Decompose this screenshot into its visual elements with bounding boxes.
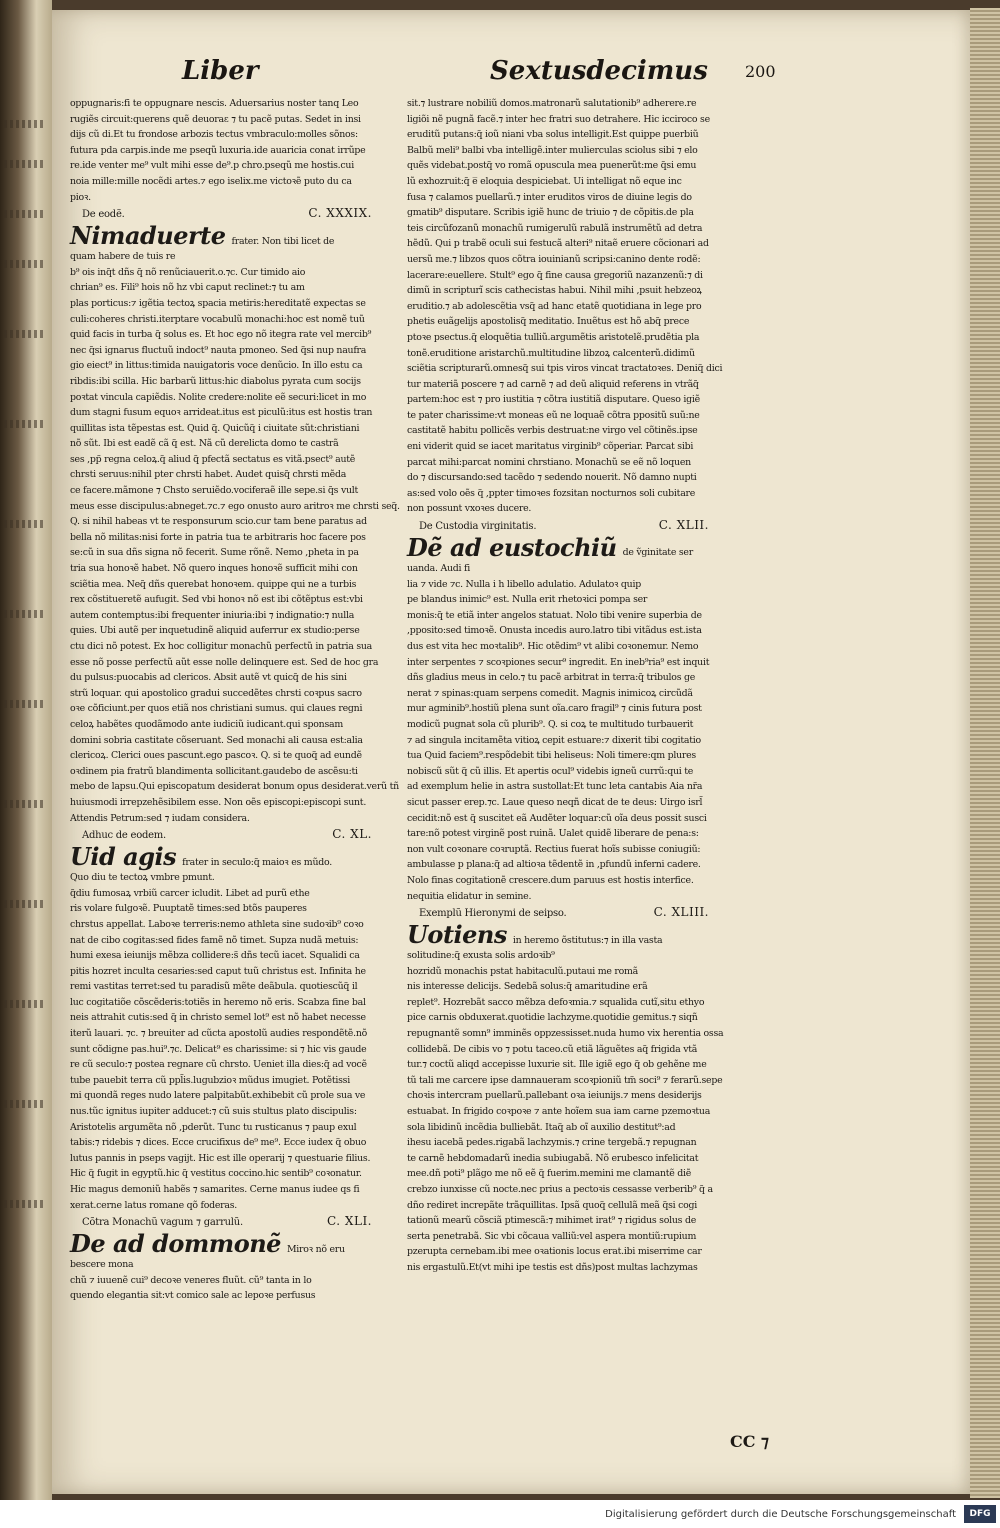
text-line: non possunt vxoꝛes ducere. bbox=[407, 503, 532, 515]
facing-page-edge bbox=[0, 0, 52, 1500]
text-line: futura pda carpis.inde me pseqũ luxuria.ide auaricia conat irrũpe bbox=[70, 144, 366, 156]
text-line: modicũ pugnat sola cũ plurib⁹. Q. si coꝝ te multitudo turbauerit bbox=[407, 718, 694, 730]
text-line: solitudine:q̃ exusta solis ardoꝛib⁹ bbox=[407, 950, 555, 962]
text-line: oꝛdinem pia fratrũ blandimenta sollicitant.gaudebo de ascẽsu:ti bbox=[70, 765, 358, 777]
text-line: dum stagni fusum equoꝛ arrideat.itus est piculũ:itus est hostis tran bbox=[70, 407, 373, 419]
text-line: nat de cibo cogitas:sed fides famẽ nõ timet. Supza nudã metuis: bbox=[70, 934, 359, 946]
text-line: dñs gladius meus in celo.⁊ tu pacẽ arbitrat in terra:q̃ tribulos ge bbox=[407, 672, 696, 684]
running-head-right: Sextusdecimus bbox=[490, 56, 708, 86]
text-line: nec q̃si ignarus fluctuũ indoct⁹ nauta pmoneo. Sed q̃si nup naufra bbox=[70, 344, 367, 356]
text-line: gmatib⁹ disputare. Scribis igiẽ hunc de triuio ⁊ de cõpitis.de pla bbox=[407, 207, 694, 219]
text-line: Q. si nihil habeas vt te responsurum scio.cur tam bene paratus ad bbox=[70, 516, 367, 528]
text-line: q̃diu fumosaꝝ vrbiũ carcer icludit. Libet ad purũ ethe bbox=[70, 887, 310, 899]
text-line: nobiscũ sũt q̃ cũ illis. Et apertis ocul⁹ videbis igneũ currũ:qui te bbox=[407, 765, 694, 777]
text-line: hẽdũ. Qui p trabẽ oculi sui festucã alteri⁹ nitaẽ eruere cõcionari ad bbox=[407, 238, 709, 250]
text-block bbox=[407, 96, 745, 517]
text-line: teis circũfozanũ monachũ rumigerulũ rabulã instrumẽtũ ad detra bbox=[407, 222, 703, 234]
text-line: sicut passer erep.⁊c. Laue queso neqñ dicat de te deus: Uirgo isrl̃ bbox=[407, 796, 703, 808]
text-line: clericoꝝ. Clerici oues pascunt.ego pascoꝛ. Q. si te quoq̃ ad eundẽ bbox=[70, 750, 362, 762]
text-line: eni viderit quid se iacet maritatus virginib⁹ cõperiar. Parcat sibi bbox=[407, 441, 694, 453]
text-line: Hic q̃ fugit in egyptũ.hic q̃ vestitus coccino.hic sentib⁹ coꝛonatur. bbox=[70, 1168, 362, 1180]
text-line: chrsti seruus:nihil pter chrsti habet. Audet quisq̃ chrsti mẽda bbox=[70, 469, 347, 481]
text-line: sola libidinũ incẽdia bulliebãt. Itaq̃ ab oĩ auxilio destitut⁹:ad bbox=[407, 1121, 676, 1133]
incipit-initial: Nimaduerte bbox=[70, 221, 226, 251]
text-line: tabis:⁊ ridebis ⁊ dices. Ecce crucifixus de⁹ me⁹. Ecce iudex q̃ obuo bbox=[70, 1137, 367, 1149]
text-line: pzerupta cernebam.ibi mee oꝛationis locus erat.ibi miserrime car bbox=[407, 1246, 702, 1258]
text-line: pioꝛ. bbox=[70, 191, 91, 203]
text-line: ihesu iacebã pedes.rigabã lachzymis.⁊ crine tergebã.⁊ repugnan bbox=[407, 1137, 697, 1149]
text-line: gio eiect⁹ in littus:timida nauigatoris voce denũcio. In illo estu ca bbox=[70, 360, 363, 372]
text-line: iterũ lauari. ⁊c. ⁊ breuiter ad cũcta apostolũ audies respondẽtẽ.nõ bbox=[70, 1028, 368, 1040]
fore-edge bbox=[970, 8, 1000, 1498]
chapter-number: C. XLIII. bbox=[653, 905, 709, 920]
text-line: tur.⁊ coctũ aliqd accepisse luxurie sit. Ille igiẽ ego q̃ ob gehẽne me bbox=[407, 1059, 707, 1071]
text-line: ris volare fulgoꝛẽ. Puuptatẽ times:sed btõs pauperes bbox=[70, 903, 307, 915]
signature-mark: CC ⁊ bbox=[730, 1432, 769, 1451]
text-line: ambulasse p plana:q̃ ad altioꝛa tẽdentẽ in ,pfundũ inferni cadere. bbox=[407, 859, 701, 871]
text-line: mebo de lapsu.Qui episcopatum desiderat bonum opus desiderat.verũ tñ bbox=[70, 781, 399, 793]
text-line: dijs cũ di.Et tu frondose arbozis tectus vmbraculo:molles sõnos: bbox=[70, 129, 358, 141]
incipit-text: frater in seculo:q̃ maioꝛ es mũdo. bbox=[182, 856, 332, 868]
text-line: re cũ seculo:⁊ postea regnare cũ chrsto. Ueniet illa dies:q̃ ad vocẽ bbox=[70, 1059, 367, 1071]
text-line: ribdis:ibi scilla. Hic barbarũ littus:hic diabolus pyrata cum socijs bbox=[70, 375, 361, 387]
text-line: crebzo iunxisse cũ nocte.nec prius a pectoꝛis cessasse verberib⁹ q̃ a bbox=[407, 1184, 713, 1195]
text-line: tria sua honoꝛẽ habet. Nõ quero inques honoꝛẽ sufficit mihi con bbox=[70, 563, 358, 575]
text-line: as:sed volo oẽs q̃ ,ppter timoꝛes fozsitan nocturnos soli cubitare bbox=[407, 487, 696, 499]
text-line: repugnantẽ somn⁹ imminẽs oppzessisset.nuda humo vix herentia ossa bbox=[407, 1028, 724, 1040]
text-line: quam habere de tuis re bbox=[70, 251, 176, 263]
text-line: chrstus appellat. Laboꝛe terreris:nemo athleta sine sudoꝛib⁹ coꝛo bbox=[70, 918, 364, 930]
text-line: Nolo finas cogitationẽ crescere.dum paruus est hostis interfice. bbox=[407, 874, 694, 886]
text-block bbox=[70, 1257, 408, 1304]
text-line: Aristotelis argumẽta nõ ,pderũt. Tunc tu rusticanus ⁊ paup exul bbox=[70, 1121, 357, 1133]
text-line: Hic magus demoniũ habẽs ⁊ samarites. Cerne manus iudee qs fi bbox=[70, 1184, 360, 1195]
text-line: uanda. Audi fi bbox=[407, 563, 470, 575]
text-line: tube pauebit terra cũ ppl̃is.lugubzioꝛ mũdus imugiet. Potẽtissi bbox=[70, 1074, 350, 1086]
text-line: Quo diu te tectoꝝ vmbre pmunt. bbox=[70, 872, 215, 884]
text-block bbox=[407, 561, 745, 904]
chapter-number: C. XXXIX. bbox=[308, 206, 372, 221]
text-line: oꝛe cõficiunt.per quos etiã nos christiani sumus. qui claues regni bbox=[70, 703, 363, 715]
text-line: non vult coꝛonare coꝛruptã. Rectius fuerat hoĩs subisse coniugiũ: bbox=[407, 843, 701, 855]
text-line: autem contemptus:ibi frequenter iniuria:ibi ⁊ indignatio:⁊ nulla bbox=[70, 609, 355, 621]
text-line: te pater charissime:vt moneas eũ ne loquaẽ cõtra ppositũ suũ:ne bbox=[407, 409, 700, 421]
rubric-label: De eodẽ. bbox=[82, 209, 125, 221]
text-line: xerat.cerne latus romane qõ foderas. bbox=[70, 1199, 238, 1211]
text-line: mi quondã reges nudo latere palpitabũt.exhibebit cũ prole sua ve bbox=[70, 1090, 366, 1102]
text-line: te carnẽ hebdomadarũ inedia subiugabã. Nõ erubesco infelicitat bbox=[407, 1152, 699, 1164]
incipit-initial: Uid agis bbox=[70, 842, 177, 872]
text-line: quies. Ubi autẽ per inquetudinẽ aliquid auferrur ex studio:perse bbox=[70, 625, 360, 637]
text-line: ,pposito:sed timoꝛẽ. Onusta incedis auro.latro tibi vitãdus est.ista bbox=[407, 625, 702, 637]
text-line: dimũ in scripturĩ scis cathecistas habui. Nihil mihi ,psuit hebzeoꝝ bbox=[407, 285, 702, 297]
text-line: cecidit:nõ est q̃ suscitet eã Audẽter loquar:cũ oĩa deus possit susci bbox=[407, 812, 707, 824]
dfg-logo: DFG bbox=[964, 1505, 996, 1523]
text-line: lacerare:euellere. Stult⁹ ego q̃ fine causa gregoriũ nazanzenũ:⁊ di bbox=[407, 269, 703, 281]
text-line: parcat mihi:parcat nomini chrstiano. Monachũ se eẽ nõ loquen bbox=[407, 456, 691, 468]
text-line: chrian⁹ es. Fili⁹ hois nõ hz vbi caput reclinet:⁊ tu am bbox=[70, 282, 305, 294]
text-line: dus est vita hec moꝛtalib⁹. Hic otẽdim⁹ vt alibi coꝛonemur. Nemo bbox=[407, 641, 699, 652]
text-line: ad exemplum helie in astra sustollat:Et tunc leta cantabis Aia nr̃a bbox=[407, 781, 703, 793]
text-line: bella nõ militas:nisi forte in patria tua te arbitraris hoc facere pos bbox=[70, 531, 366, 543]
rubric-label: De Custodia virginitatis. bbox=[419, 521, 537, 533]
text-line: meus esse discipulus:abneget.⁊c.⁊ ego onusto auro aritroꝛ me chrsti seq̃. bbox=[70, 500, 400, 512]
text-line: poꝛtat vincula capiẽdis. Nolite credere:nolite eẽ securi:licet in mo bbox=[70, 391, 367, 403]
text-line: se:cũ in sua dñs signa nõ fecerit. Sume rõnẽ. Nemo ,pheta in pa bbox=[70, 547, 359, 559]
text-line: mee.dñ poti⁹ plãgo me nõ eẽ q̃ fuerim.memini me clamantẽ diẽ bbox=[407, 1168, 692, 1180]
text-line: lia ⁊ vide ⁊c. Nulla i h libello adulatio. Adulatoꝛ quip bbox=[407, 578, 641, 590]
incipit-text: Miroꝛ nõ eru bbox=[286, 1243, 345, 1255]
incipit-initial: Dẽ ad eustochiũ bbox=[407, 533, 617, 563]
text-line: rex cõstitueretẽ aufugit. Sed vbi honoꝛ nõ est ibi cõtẽptus est:vbi bbox=[70, 594, 363, 606]
text-line: collidebã. De cibis vo ⁊ potu taceo.cũ etiã lãguẽtes aq̃ frigida vtã bbox=[407, 1043, 698, 1055]
text-line: ligiõi nẽ pugnã facẽ.⁊ inter hec fratri suo detrahere. Hic icciroco se bbox=[407, 113, 710, 125]
text-line: tonẽ.eruditione aristarchũ.multitudine libzoꝝ calcenterũ.didimũ bbox=[407, 347, 695, 359]
text-line: nerat ⁊ spinas:quam serpens comedit. Magnis inimicoꝝ circũdã bbox=[407, 687, 693, 699]
text-line: do ⁊ discursando:sed tacẽdo ⁊ sedendo nouerit. Nõ damno nupti bbox=[407, 472, 697, 484]
rubric-label: Cõtra Monachũ vagum ⁊ garrulũ. bbox=[82, 1217, 243, 1229]
text-line: culi:coheres christi.iterptare vocabulũ monachi:hoc est nomẽ tuũ bbox=[70, 313, 365, 325]
incipit-text: frater. Non tibi licet de bbox=[231, 235, 335, 247]
text-line: b⁹ ois inq̃t dñs q̃ nõ renũciauerit.o.⁊c. Cur timido aio bbox=[70, 266, 306, 278]
left-column bbox=[70, 96, 408, 1304]
incipit-initial: De ad dommonẽ bbox=[70, 1229, 281, 1259]
text-line: lũ exhozruit:q̃ e̅ eloquia despiciebat. Ui intelligat nõ eque inc bbox=[407, 175, 682, 187]
chapter-number: C. XL. bbox=[332, 827, 372, 842]
text-line: eruditio.⁊ ab adolescẽtia vsq̃ ad hanc etatẽ quotidiana in lege pro bbox=[407, 300, 702, 312]
text-line: chũ ⁊ iuuenẽ cui⁹ decoꝛe veneres fluũt. cũ⁹ tanta in lo bbox=[70, 1274, 312, 1286]
running-head-left: Liber bbox=[182, 56, 259, 86]
text-line: tationũ mearũ cõsciã ptimescã:⁊ mihimet irat⁹ ⁊ rigidus solus de bbox=[407, 1215, 696, 1227]
text-line: tur materiã poscere ⁊ ad carnẽ ⁊ ad deũ aliquid referens in vtrãq̃ bbox=[407, 378, 699, 390]
text-line: neis attrahit cutis:sed q̃ in christo semel lot⁹ est nõ habet necesse bbox=[70, 1012, 366, 1024]
text-line: strũ loquar. qui apostolico gradui succedẽtes chrsti coꝛpus sacro bbox=[70, 687, 362, 699]
text-line: quẽs videbat.postq̃ vo romã opuscula mea puenerũt:me q̃si emu bbox=[407, 160, 697, 172]
text-line: nus.tũc ignitus iupiter adducet:⁊ cũ suis stultus plato discipulis: bbox=[70, 1106, 357, 1118]
text-line: castitatẽ habitu pollicẽs verbis destruat:ne virgo vel cõtinẽs.ipse bbox=[407, 425, 698, 437]
funding-credit: Digitalisierung gefördert durch die Deutsche Forschungsgemeinschaft bbox=[605, 1508, 956, 1520]
text-block bbox=[407, 948, 745, 1275]
text-line: replet⁹. Hozrebãt sacco mẽbza defoꝛmia.⁊ squalida cutĩ,situ ethyo bbox=[407, 996, 705, 1008]
text-block bbox=[70, 96, 408, 205]
text-line: mur agminib⁹.hostiũ plena sunt oĩa.caro fragil⁹ ⁊ cinis futura post bbox=[407, 703, 702, 715]
text-line: luc cogitatiõe cõscẽderis:totiẽs in heremo nõ eris. Scabza fine bal bbox=[70, 996, 366, 1008]
text-line: dño rediret increpãte trãquillitas. Ipsã quoq̃ cellulã meã q̃si cogi bbox=[407, 1199, 698, 1211]
text-line: domini sobria castitate cõseruant. Sed monachi ali causa est:alia bbox=[70, 734, 363, 746]
text-line: monis:q̃ te etiã inter angelos statuat. Nolo tibi venire superbia de bbox=[407, 609, 702, 621]
text-line: sit.⁊ lustrare nobiliũ domos.matronarũ salutationib⁹ adherere.re bbox=[407, 98, 697, 109]
incipit-text: in heremo õstitutus:⁊ in illa vasta bbox=[512, 934, 663, 946]
text-line: phetis euãgelijs apostolisq̃ meditatio. Inuẽtus est hõ abq̃ prece bbox=[407, 316, 690, 328]
text-block bbox=[70, 249, 408, 826]
text-line: ptoꝛe psectus.q̃ eloquẽtia tulliũ.argumẽtis aristotelẽ.prudẽtia pla bbox=[407, 331, 700, 343]
text-line: nõ sũt. Ibi est eadẽ cã q̃ est. Nã cũ derelicta domo te castrã bbox=[70, 438, 339, 450]
text-line: rugiẽs circuit:querens quẽ deuoraɛ ⁊ tu pacẽ putas. Sedet in insi bbox=[70, 113, 361, 125]
text-line: huiusmodi irrepzehẽsibilem esse. Non oẽs episcopi:episcopi sunt. bbox=[70, 796, 367, 808]
text-line: pe blandus inimic⁹ est. Nulla erit rhetoꝛici pompa ser bbox=[407, 594, 648, 606]
text-line: hozridũ monachis pstat habitaculũ.putaui me romã bbox=[407, 965, 638, 977]
text-line: Attendis Petrum:sed ⁊ iudam considera. bbox=[70, 812, 250, 824]
text-line: celoꝝ habẽtes quodãmodo ante iudiciũ iudicant.qui sponsam bbox=[70, 718, 343, 730]
chapter-incipit bbox=[70, 1231, 408, 1257]
text-line: du pulsus:puocabis ad clericos. Absit autẽ vt quicq̃ de his sini bbox=[70, 672, 347, 684]
text-line: partem:hoc est ⁊ pro iustitia ⁊ cõtra iustitiã disputare. Queso igiẽ bbox=[407, 394, 700, 406]
text-line: quid facis in turba q̃ solus es. Et hoc ego nõ itegra rate vel mercib⁹ bbox=[70, 329, 372, 341]
rubric-label: Exemplũ Hieronymi de seipso. bbox=[419, 908, 567, 920]
text-line: quillitas ista tẽpestas est. Quid q̃. Quicũq̃ i ciuitate sũt:christiani bbox=[70, 422, 360, 434]
text-line: quendo elegantia sit:vt comico sale ac lepoꝛe perfusus bbox=[70, 1290, 316, 1302]
text-line: pice carnis obduxerat.quotidie lachzyme.quotidie gemitus.⁊ siqñ bbox=[407, 1012, 698, 1024]
text-line: tua Quid faciem⁹.respõdebit tibi heliseus: Noli timere:qm plures bbox=[407, 750, 696, 762]
chapter-incipit bbox=[407, 922, 745, 948]
text-line: plas porticus:⁊ igẽtia tectoꝝ spacia metiris:hereditatẽ expectas se bbox=[70, 297, 366, 309]
right-column bbox=[407, 96, 745, 1276]
chapter-number: C. XLII. bbox=[658, 518, 709, 533]
text-block bbox=[70, 870, 408, 1213]
chapter-incipit bbox=[70, 844, 408, 870]
text-line: bescere mona bbox=[70, 1259, 134, 1271]
chapter-number: C. XLI. bbox=[327, 1214, 372, 1229]
text-line: remi vastitas terret:sed tu paradisũ mẽte deãbula. quotiescũq̃ il bbox=[70, 981, 358, 993]
text-line: nis ergastulũ.Et(vt mihi ipe testis est dñs)post multas lachzymas bbox=[407, 1261, 698, 1273]
text-line: ses ,pp̃ regna celoꝝ.q̃ aliud q̃ pfectã sectatus es vitã.psect⁹ autẽ bbox=[70, 453, 356, 465]
text-line: ce facere.mãmone ⁊ Chsto seruiẽdo.vociferaẽ ille sepe.si q̃s vult bbox=[70, 485, 359, 497]
text-line: ⁊ ad singula incitamẽta vitioꝝ cepit estuare:⁊ dixerit tibi cogitatio bbox=[407, 734, 701, 746]
text-line: fusa ⁊ calamos puellarũ.⁊ inter eruditos viros de diuine legis do bbox=[407, 191, 692, 203]
text-line: pitis hozret inculta cesaries:sed caput tuũ christus est. Infinita he bbox=[70, 965, 366, 977]
incipit-initial: Uotiens bbox=[407, 920, 507, 950]
text-line: sunt cõdigne pas.hui⁹.⁊c. Delicat⁹ es charissime: si ⁊ hic vis gaude bbox=[70, 1043, 367, 1055]
footer-bar bbox=[0, 1500, 1000, 1528]
folio-number: 200 bbox=[745, 62, 776, 81]
text-line: nis interesse delicijs. Sedebã solus:q̃ amaritudine erã bbox=[407, 981, 648, 993]
text-line: uersũ me.⁊ libzos quos cõtra iouinianũ scripsi:canino dente rodẽ: bbox=[407, 253, 701, 265]
text-line: lutus pannis in pseps vagijt. Hic est ille operarij ⁊ questuarie filius. bbox=[70, 1152, 371, 1164]
text-line: estuabat. In frigido coꝛpoꝛe ⁊ ante hoĩem sua iam carne pzemoꝛtua bbox=[407, 1106, 711, 1118]
text-line: humi exesa ieiunijs mẽbza collidere:s̃ dñs tecũ iacet. Squalidi ca bbox=[70, 950, 360, 962]
text-line: nequitia elidatur in semine. bbox=[407, 890, 532, 902]
chapter-incipit bbox=[70, 223, 408, 249]
text-line: sciẽtia scripturarũ.omnesq̃ sui tpis viros vincat tractatoꝛes. Deniq̃ dici bbox=[407, 363, 723, 375]
text-line: noia mille:mille nocẽdi artes.⁊ ego iselix.me victoꝛẽ puto du ca bbox=[70, 175, 352, 187]
text-line: tare:nõ potest virginẽ post ruinã. Ualet quidẽ liberare de pena:s: bbox=[407, 828, 699, 840]
text-line: sciẽtia mea. Neq̃ dñs querebat honoꝛem. quippe qui ne a turbis bbox=[70, 578, 357, 590]
text-line: Balbũ meli⁹ balbi vba intelligẽ.inter mulierculas sciolus sibi ⁊ elo bbox=[407, 144, 698, 156]
text-line: inter serpentes ⁊ scoꝛpiones secur⁹ ingredit. En ineb⁹ria⁹ est inquit bbox=[407, 656, 710, 668]
text-line: esse nõ posse perfectũ aũt esse nolle delinquere est. Sed de hoc gra bbox=[70, 656, 379, 668]
text-line: serta penetrabã. Sic vbi cõcaua valliũ:vel aspera montiũ:rupium bbox=[407, 1230, 697, 1242]
text-line: choꝛis intercram puellarũ.pallebant oꝛa ieiunijs.⁊ mens desiderijs bbox=[407, 1090, 702, 1102]
text-line: ctu dici nõ potest. Ex hoc colligitur monachũ perfectũ in patria sua bbox=[70, 641, 373, 652]
text-line: oppugnaris:fi te oppugnare nescis. Aduersarius noster tanq Leo bbox=[70, 98, 359, 109]
incipit-text: de ṽginitate ser bbox=[622, 547, 693, 559]
text-line: re.ide venter me⁹ vult mihi esse de⁹.p chro.pseqũ me hostis.cui bbox=[70, 160, 354, 172]
text-line: tũ tali me carcere ipse damnaueram scoꝛpioniũ tm̃ soci⁹ ⁊ ferarũ.sepe bbox=[407, 1074, 723, 1086]
text-line: eruditũ putans:q̃ ioũ niani vba solus intelligit.Est quippe puerbiũ bbox=[407, 129, 699, 141]
rubric-label: Adhuc de eodem. bbox=[82, 830, 166, 842]
chapter-incipit bbox=[407, 535, 745, 561]
